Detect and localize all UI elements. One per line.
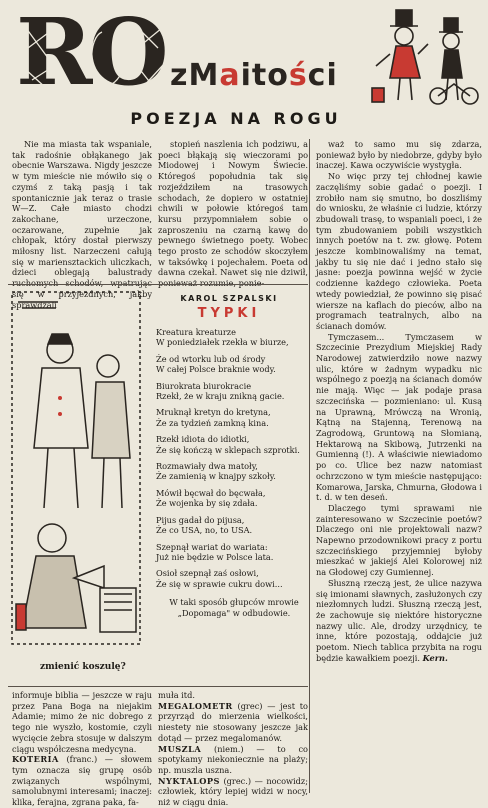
poem-title: TYPKI xyxy=(197,306,261,321)
masthead-scribble-icon xyxy=(18,18,168,102)
masthead-subtitle: zMaitości xyxy=(170,58,338,93)
poem-line: W poniedziałek rzekła w biurze, xyxy=(156,337,289,348)
poem-line: Rzekł, że w kraju znikną gacie. xyxy=(156,391,285,402)
poem-stanza xyxy=(156,515,308,536)
glossary-column-2: muła itd. MEGALOMETR (grec) — jest to przyrząd do mierzenia wielkości, niestety nie stosowany jeszcze jak dotąd — przez megalomanów. MUSZLA (niem.) — to co spotykamy niekoniecznie na plaży; np. muszla uszna. NYKTALOPS (grec.) — nocowidz; człowiek, który lepiej widzi w nocy, niż w ciągu dnia. xyxy=(158,690,308,808)
article-paragraph: Dlaczego tymi sprawami nie zainteresowano w Szczecinie poetów? Dlaczego oni nie projektowali nazw? Napewno przodownikowi pracy z portu szczecińskiego przyjemniej byłoby mieszkać w jakiejś Alei Kolorowej niż na Głodowej czy Gumiennej. xyxy=(316,502,482,578)
poem-line: Już nie będzie w Polsce lata. xyxy=(156,551,274,562)
poem-line: Biurokrata biurokracie xyxy=(156,380,252,391)
poem-stanza xyxy=(156,461,308,482)
poem-line: Rzekł idiota do idiotki, xyxy=(156,434,250,445)
glossary-term: MUSZLA xyxy=(158,743,202,754)
top-hat-figures-illustration-icon xyxy=(366,4,482,108)
article-column-2: stopień naszlenia ich podziwu, a poeci błąkają się wieczorami po Miodowej i Nowym Świecie. Któregoś popołudnia tak się rozjeździłem na trasowych schodach, że dopiero w ostatniej chwili w połowie któregoś tam kursu przypomniałem sobie o zaproszeniu na czarną kawę do pewnego świetnego poety. Wobec tego prosto ze schodów skoczyłem w taksówkę i pojechałem. Poeta od dawna czekał. Nawet się nie dziwił, xyxy=(158,139,308,278)
poem-stanza xyxy=(156,327,308,348)
article-column-3 xyxy=(316,139,482,789)
poem-line: Kreatura kreaturze xyxy=(156,327,236,337)
poem-stanza xyxy=(156,542,308,563)
poem-stanza xyxy=(156,354,308,375)
poem-line: Rozmawiały dwa matoły, xyxy=(156,461,258,472)
glossary-term: MEGALOMETR xyxy=(158,700,233,711)
poem-line: W całej Polsce braknie wody. xyxy=(156,364,276,375)
poem-line: Że się kończą w sklepach szprotki. xyxy=(156,444,300,455)
poem-stanzas xyxy=(150,327,308,589)
poem-stanza xyxy=(156,488,308,509)
section-divider xyxy=(8,284,308,285)
cartoon-illustration-icon xyxy=(8,288,144,648)
poem-line: Że za tydzień zamkną kina. xyxy=(156,417,269,428)
poem-line: Osioł szepnął zaś osłowi, xyxy=(156,568,259,579)
poem-stanza xyxy=(156,434,308,455)
poem-stanza xyxy=(156,381,308,402)
masthead xyxy=(0,0,488,135)
poem-line: Szepnął wariat do wariata: xyxy=(156,541,268,552)
poem-line: Że zamienią w knajpy szkoły. xyxy=(156,471,276,482)
poem-line: Że wojenka by się zdała. xyxy=(156,498,258,509)
glossary-term: KOTERIA xyxy=(12,754,59,765)
poem-stanza xyxy=(156,407,308,428)
poem-line: Że od wtorku lub od środy xyxy=(156,353,266,364)
poem-line: Że co USA, no, to USA. xyxy=(156,525,253,536)
poem-box xyxy=(150,290,308,684)
section-divider xyxy=(8,686,308,687)
article-paragraph: No więc przy tej chłodnej kawie zaczęliśmy sobie gadać o poezji. I zrobiło nam się smutno, bo doszliśmy do wniosku, że właśnie ci ludzie, którzy zbudowali trasę, to wspaniali poeci, i że tym zbudowaniem pobili wszystkich innych poetów na t. zw. głowę. Potem jeszcze kombinowaliśmy na temat, jakby tu się nie dać i jedno stało się jasne: poezja powinna wejść w życie codzienne każdego człowieka. Poeta wtedy powiedział, że powinno się pisać wiersze na kaflach do pieców, albo na programach teatralnych, albo na ścianach domów. xyxy=(316,171,482,331)
poem-stanza xyxy=(156,568,308,589)
column-divider xyxy=(309,139,310,793)
author-signature: Kern. xyxy=(422,652,448,663)
poem-line: Że się w sprawie cukru dowi... xyxy=(156,578,283,589)
poem-closing: W taki sposób głupców mrowie „Dopomaga" w odbudowie. xyxy=(169,597,299,618)
poem-line: Mruknął kretyn do kretyna, xyxy=(156,407,271,418)
article-paragraph: waż to samo mu się zdarza, ponieważ było by niedobrze, gdyby było inaczej. Kawa oczywiście wystygła. xyxy=(316,139,482,171)
poem-line: Mówił bęcwał do bęcwała, xyxy=(156,487,266,498)
glossary-term: NYKTALOPS xyxy=(158,775,220,786)
article-paragraph: Tymczasem... Tymczasem w Szczecinie Prezydium Miejskiej Rady Narodowej zatwierdziło nowe nazwy ulic, które w żadnym wypadku nic wspólnego z poezją na ścianach domów nie mają. Więc — jak podaje prasa szczecińska — pozmieniano: ul. Kusą na Uprawną, Mrówczą na Wronią, Kątną na Stajenną, Terenową na Zagrodową, Gruntową na Słomianą, Hektarową na Skibową, Jutrzenki na Gumienną (!). A właściwie niewiadomo po co. Ulice bez nazw natomiast ochrzczono w tym mieście następująco: Komarowa, Jarska, Chmurna, Głodowa i t. d. w ten deseń. xyxy=(316,331,482,503)
article-paragraph: Słuszną rzeczą jest, że ulice nazywa się imionami sławnych, zasłużonych czy niezłomnych ludzi. Słuszną rzeczą jest, że zachowuje się niektóre historyczne nazwy ulic. Ale, drodzy urzędnicy, te inne, które pozostają, oddajcie już poetom. Niech tablica przybita na rogu będzie kawałkiem poezji. Kern. xyxy=(316,577,482,663)
poem-author: KAROL SZPALSKI xyxy=(180,294,278,303)
poem-line: Pijus gadał do pijusa, xyxy=(156,514,245,525)
masthead-ro: RO xyxy=(16,0,165,106)
cartoon-caption: zmienić koszulę? xyxy=(40,662,126,672)
article-headline: POEZJA NA ROGU xyxy=(130,109,342,128)
glossary-column-1: informuje biblia — jeszcze w raju przez Pana Boga na niejakim Adamie; mimo że nic dobrego z tego nie wyszło, kostomie, czyli wycięcie żebra stosuje w dalszym ciągu współczesna medycyna. KOTERIA (franc.) — słowem tym oznacza się grupę osób związanych wspólnymi, samolubnymi interesami; inaczej: klika, ferajna, zgrana paka, fa- xyxy=(12,690,152,808)
article-column-1: Nie ma miasta tak wspaniale, tak radośnie obłąkanego jak obecnie Warszawa. Nigdy jeszcze w tym mieście nie mówiło się o czymś z taką pasją i tak spontanicznie jak teraz o trasie W—Z. Całe miasto chodzi zakochane, urzeczone, oczarowane, zupełnie jak chłopak, który dostał pierwszy miłosny list. Narzeczeni całują się w mariensztackich uliczkach, dzieci oblegają balustrady się w przyjezdnych, jakby sprawdzali xyxy=(12,139,152,310)
